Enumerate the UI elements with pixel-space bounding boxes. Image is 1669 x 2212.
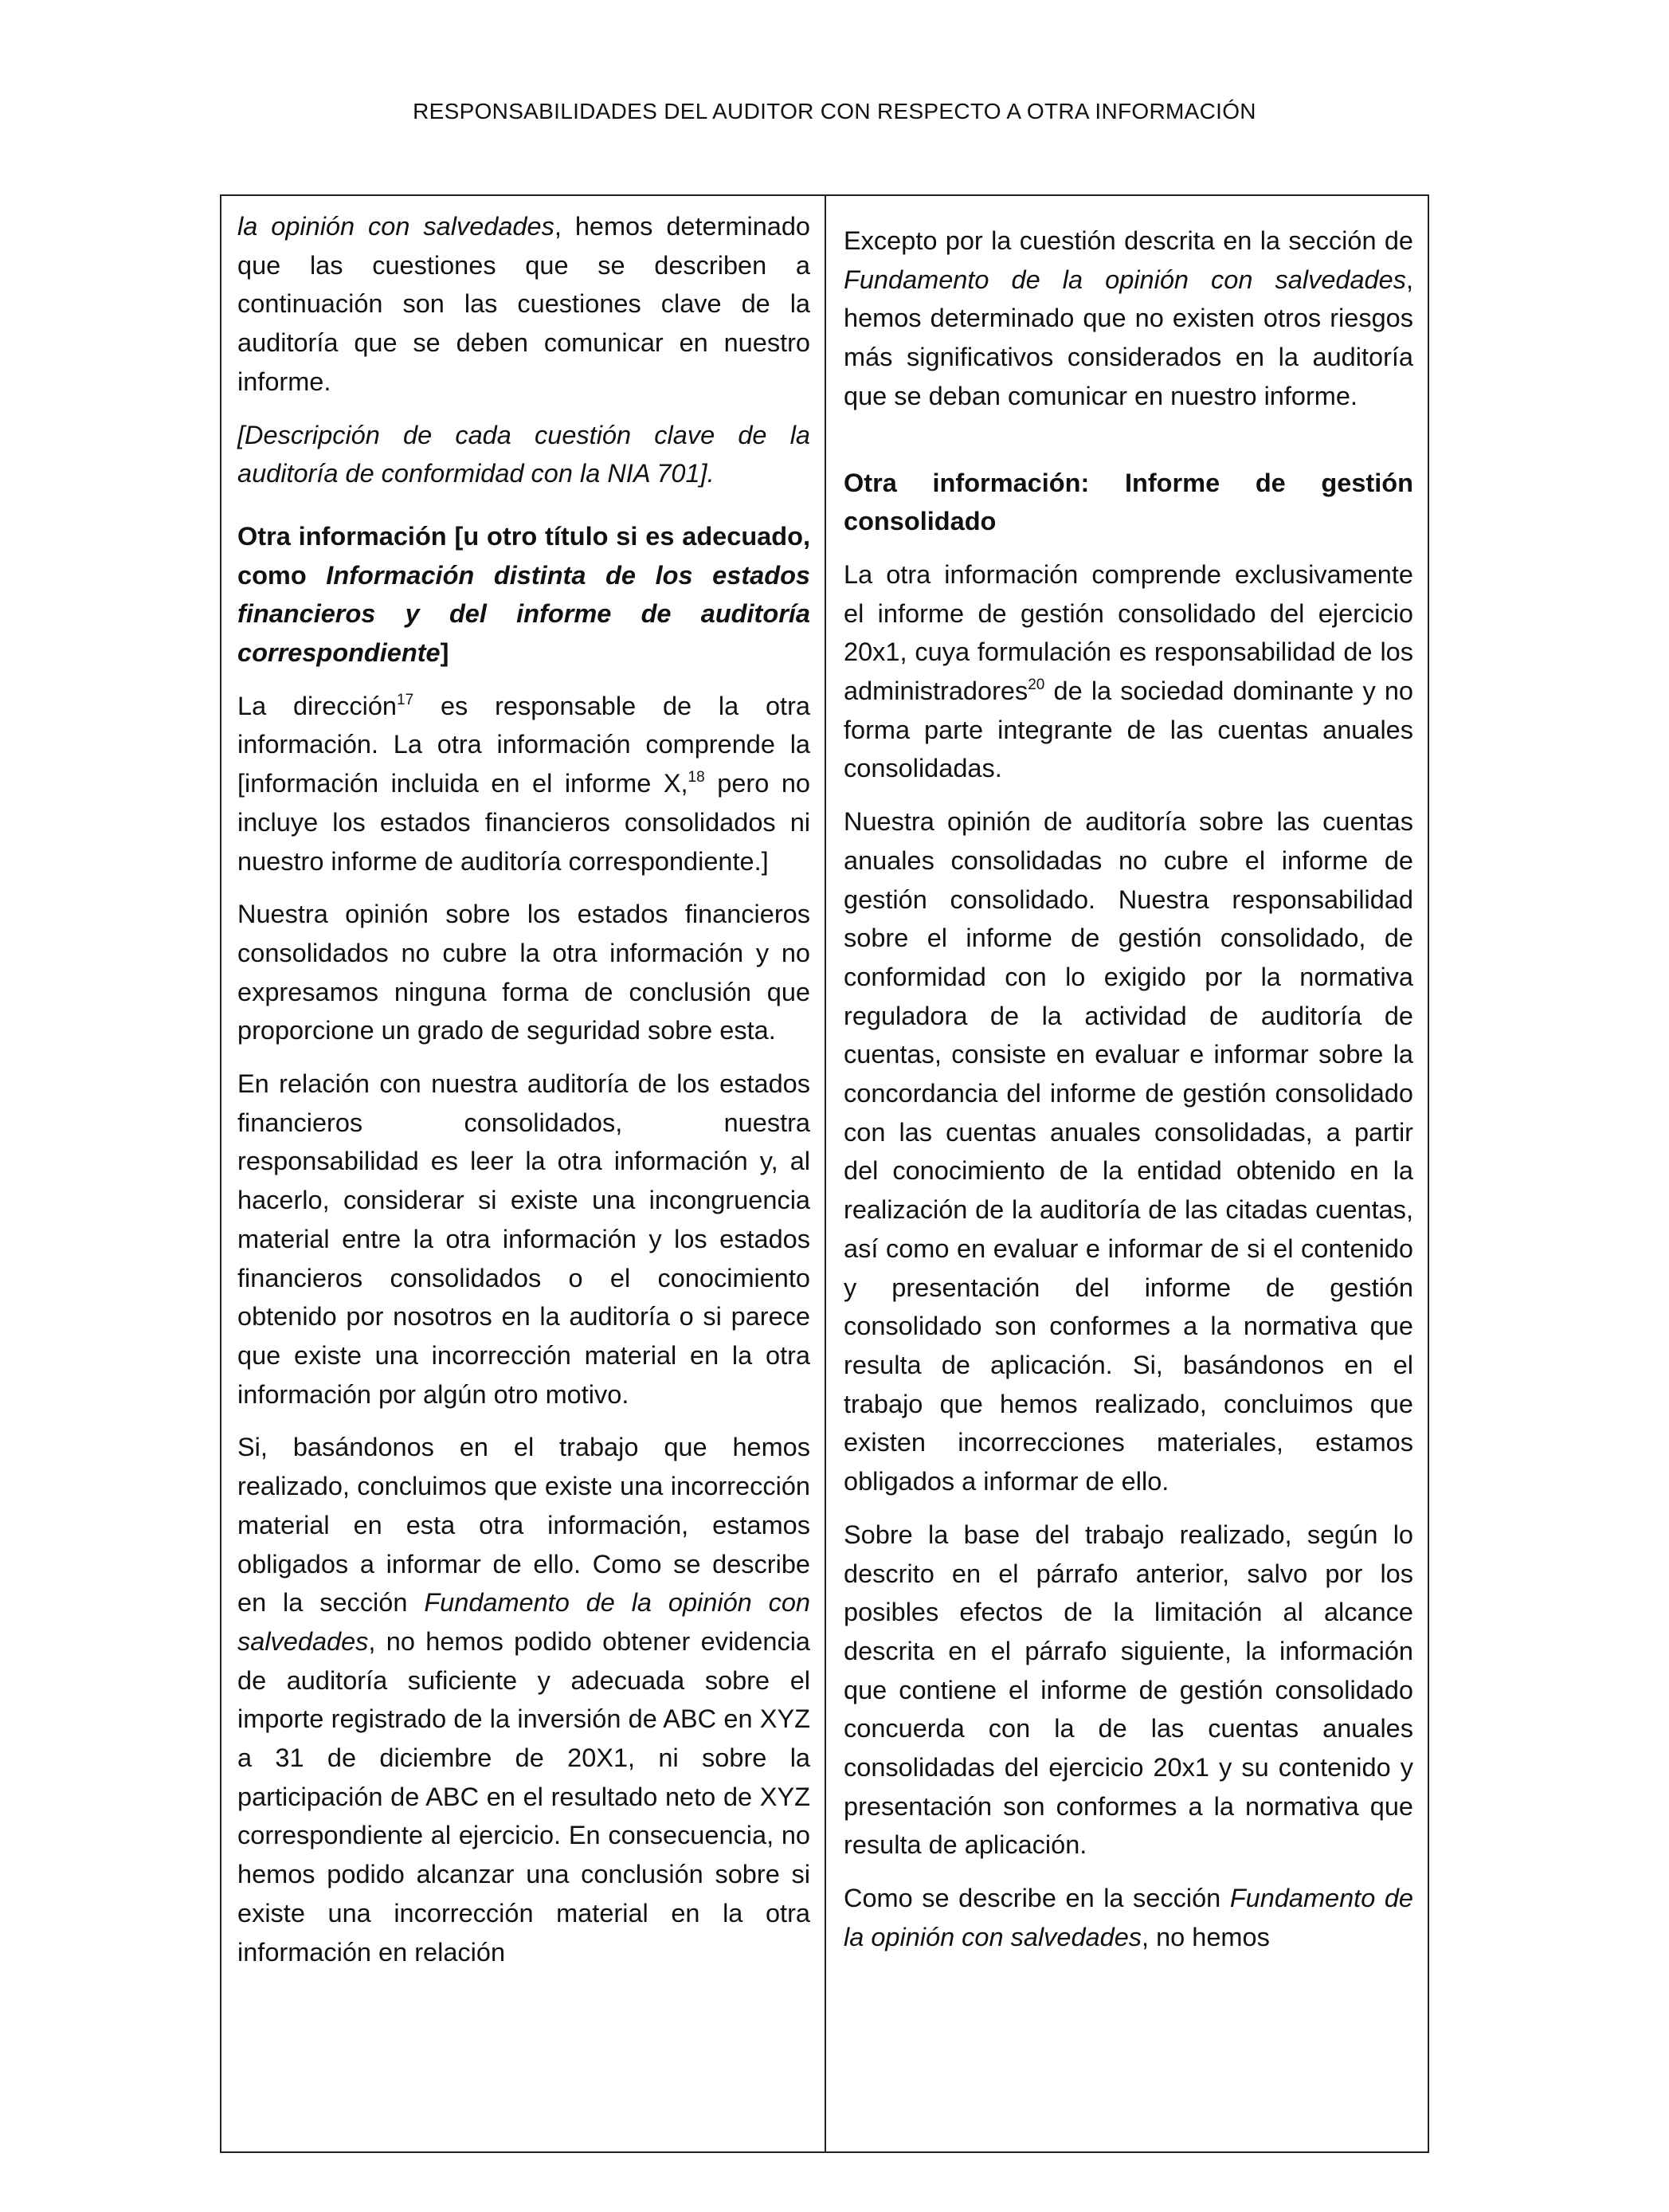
right-section-heading	[844, 464, 1413, 541]
paragraph-text: , hemos determinado que las cuestiones que se describen a continuación son las cuestiones clave de la auditoría que se deben comunicar en nuestro informe.	[237, 212, 810, 396]
italic-text: [Descripción de cada cuestión clave de la auditoría de conformidad con la NIA 701].	[237, 420, 810, 488]
left-paragraph-5: En relación con nuestra auditoría de los estados financieros consolidados, nuestra responsabilidad es leer la otra información y, al hacerlo, considerar si existe una incongruencia material entre la otra información y los estados financieros consolidados o el conocimiento obtenido por nosotros en la auditoría o si parece que existe una incorrección material en la otra información por algún otro motivo.	[237, 1069, 810, 1409]
left-paragraph-2	[237, 416, 810, 493]
right-paragraph-2: La otra información comprende exclusivamente el informe de gestión consolidado del ejercicio 20x1, cuya formulación es responsabilidad de los administradores$^{20}$ de la sociedad dominante y no forma parte integrante de las cuentas anuales consolidadas.	[844, 559, 1413, 783]
right-paragraph-4: Sobre la base del trabajo realizado, según lo descrito en el párrafo anterior, salvo por los posibles efectos de la limitación al alcance descrita en el párrafo siguiente, la información que contiene el informe de gestión consolidado concuerda con la de las cuentas anuales consolidadas del ejercicio 20x1 y su contenido y presentación son conformes a la normativa que resulta de aplicación.	[844, 1520, 1413, 1860]
heading-text: Otra información: Informe de gestión consolidado	[844, 468, 1413, 536]
footnote-18: 18	[688, 769, 705, 786]
left-section-heading	[237, 517, 810, 673]
left-paragraph-1	[237, 207, 810, 402]
heading-text: Otra información [u otro título si es adecuado, como Información distinta de los estados financieros y del informe de auditoría correspondiente]	[237, 521, 810, 668]
footnote-20: 20	[1028, 677, 1045, 694]
footnote-17: 17	[397, 691, 414, 708]
right-paragraph-5: Como se describe en la sección Fundamento de la opinión con salvedades, no hemos	[844, 1884, 1413, 1951]
left-paragraph-6: Si, basándonos en el trabajo que hemos realizado, concluimos que existe una incorrección material en esta otra información, estamos obligados a informar de ello. Como se describe en la sección Fundamento de la opinión con salvedades, no hemos podido obtener evidencia de auditoría suficiente y adecuada sobre el importe registrado de la inversión de ABC en XYZ a 31 de diciembre de 20X1, ni sobre la participación de ABC en el resultado neto de XYZ correspondiente al ejercicio. En consecuencia, no hemos podido alcanzar una conclusión sobre si existe una incorrección material en la otra información en relación	[237, 1433, 810, 1967]
left-paragraph-4: Nuestra opinión sobre los estados financieros consolidados no cubre la otra información y no expresamos ninguna forma de conclusión que proporcione un grado de seguridad sobre esta.	[237, 900, 810, 1045]
left-column	[221, 196, 826, 2151]
italic-text: la opinión con salvedades	[237, 212, 554, 241]
right-paragraph-1: Excepto por la cuestión descrita en la sección de Fundamento de la opinión con salvedades, hemos determinado que no existen otros riesgos más significativos considerados en la auditoría que se deban comunicar en nuestro informe.	[844, 226, 1413, 410]
left-paragraph-3: La dirección$^{17}$ es responsable de la otra información. La otra información comprende la [información incluida en el informe X,$^{18}$ pero no incluye los estados financieros consolidados ni nuestro informe de auditoría correspondiente.]	[237, 691, 810, 876]
right-paragraph-3: Nuestra opinión de auditoría sobre las cuentas anuales consolidadas no cubre el informe de gestión consolidado. Nuestra responsabilidad sobre el informe de gestión consolidado, de conformidad con lo exigido por la normativa reguladora de la actividad de auditoría de cuentas, consiste en evaluar e informar sobre la concordancia del informe de gestión consolidado con las cuentas anuales consolidadas, a partir del conocimiento de la entidad obtenido en la realización de la auditoría de las citadas cuentas, así como en evaluar e informar de si el contenido y presentación del informe de gestión consolidado son conformes a la normativa que resulta de aplicación. Si, basándonos en el trabajo que hemos realizado, concluimos que existen incorrecciones materiales, estamos obligados a informar de ello.	[844, 807, 1413, 1496]
right-column	[826, 196, 1428, 2151]
comparison-table	[220, 194, 1429, 2153]
page-header: RESPONSABILIDADES DEL AUDITOR CON RESPECTO A OTRA INFORMACIÓN	[413, 99, 1256, 124]
